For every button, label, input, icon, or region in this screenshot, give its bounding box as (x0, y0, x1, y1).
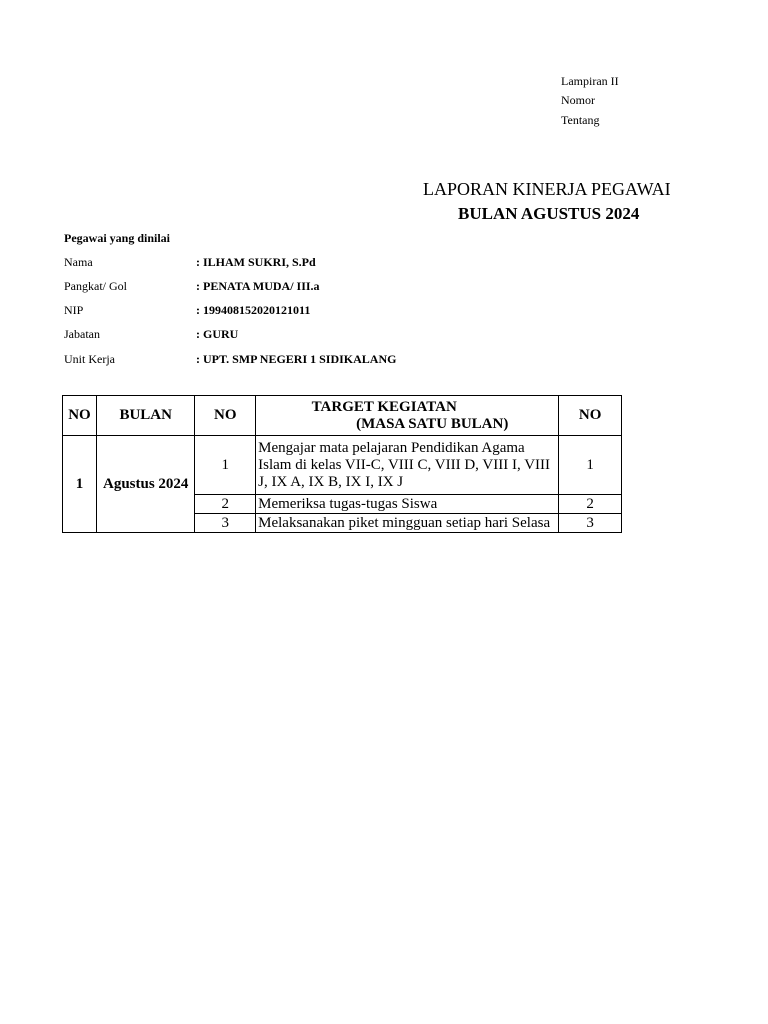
info-key: Jabatan (64, 327, 100, 341)
target-kegiatan-table (62, 395, 622, 533)
group-no: 1 (63, 436, 97, 533)
info-value: : PENATA MUDA/ III.a (196, 279, 320, 293)
info-key: Nama (64, 255, 93, 269)
header-target-line1: TARGET KEGIATAN (311, 398, 457, 415)
info-value: : 199408152020121011 (196, 303, 311, 317)
row-target: Memeriksa tugas-tugas Siswa (256, 495, 559, 514)
header-no: NO (63, 396, 97, 436)
info-value: : UPT. SMP NEGERI 1 SIDIKALANG (196, 352, 397, 366)
row-no-3: 1 (559, 436, 622, 495)
header-bulan: BULAN (96, 396, 195, 436)
header-target-line2: (MASA SATU BULAN) (356, 415, 509, 432)
row-no: 1 (195, 436, 256, 495)
row-no-3: 3 (559, 514, 622, 533)
info-key: Pangkat/ Gol (64, 279, 127, 293)
info-value: : GURU (196, 327, 239, 341)
tentang-label: Tentang (561, 113, 600, 127)
nomor-label: Nomor (561, 93, 595, 107)
table-header-row (63, 396, 622, 436)
info-value: : ILHAM SUKRI, S.Pd (196, 255, 316, 269)
group-bulan: Agustus 2024 (96, 436, 195, 533)
info-key: NIP (64, 303, 84, 317)
pegawai-section-label: Pegawai yang dinilai (64, 231, 171, 245)
header-no-3: NO (559, 396, 622, 436)
row-target: Melaksanakan piket mingguan setiap hari Selasa (256, 514, 559, 533)
table-row (63, 436, 622, 495)
lampiran-label: Lampiran II (561, 74, 619, 88)
row-no: 2 (195, 495, 256, 514)
row-target: Mengajar mata pelajaran Pendidikan Agama Islam di kelas VII-C, VIII C, VIII D, VIII I, VIII J, IX A, IX B, IX I, IX J (256, 436, 559, 495)
report-subtitle: BULAN AGUSTUS 2024 (458, 204, 640, 223)
report-title: LAPORAN KINERJA PEGAWAI (423, 179, 671, 199)
header-no-2: NO (195, 396, 256, 436)
header-target-kegiatan (256, 396, 559, 436)
info-key: Unit Kerja (64, 352, 115, 366)
row-no-3: 2 (559, 495, 622, 514)
row-no: 3 (195, 514, 256, 533)
